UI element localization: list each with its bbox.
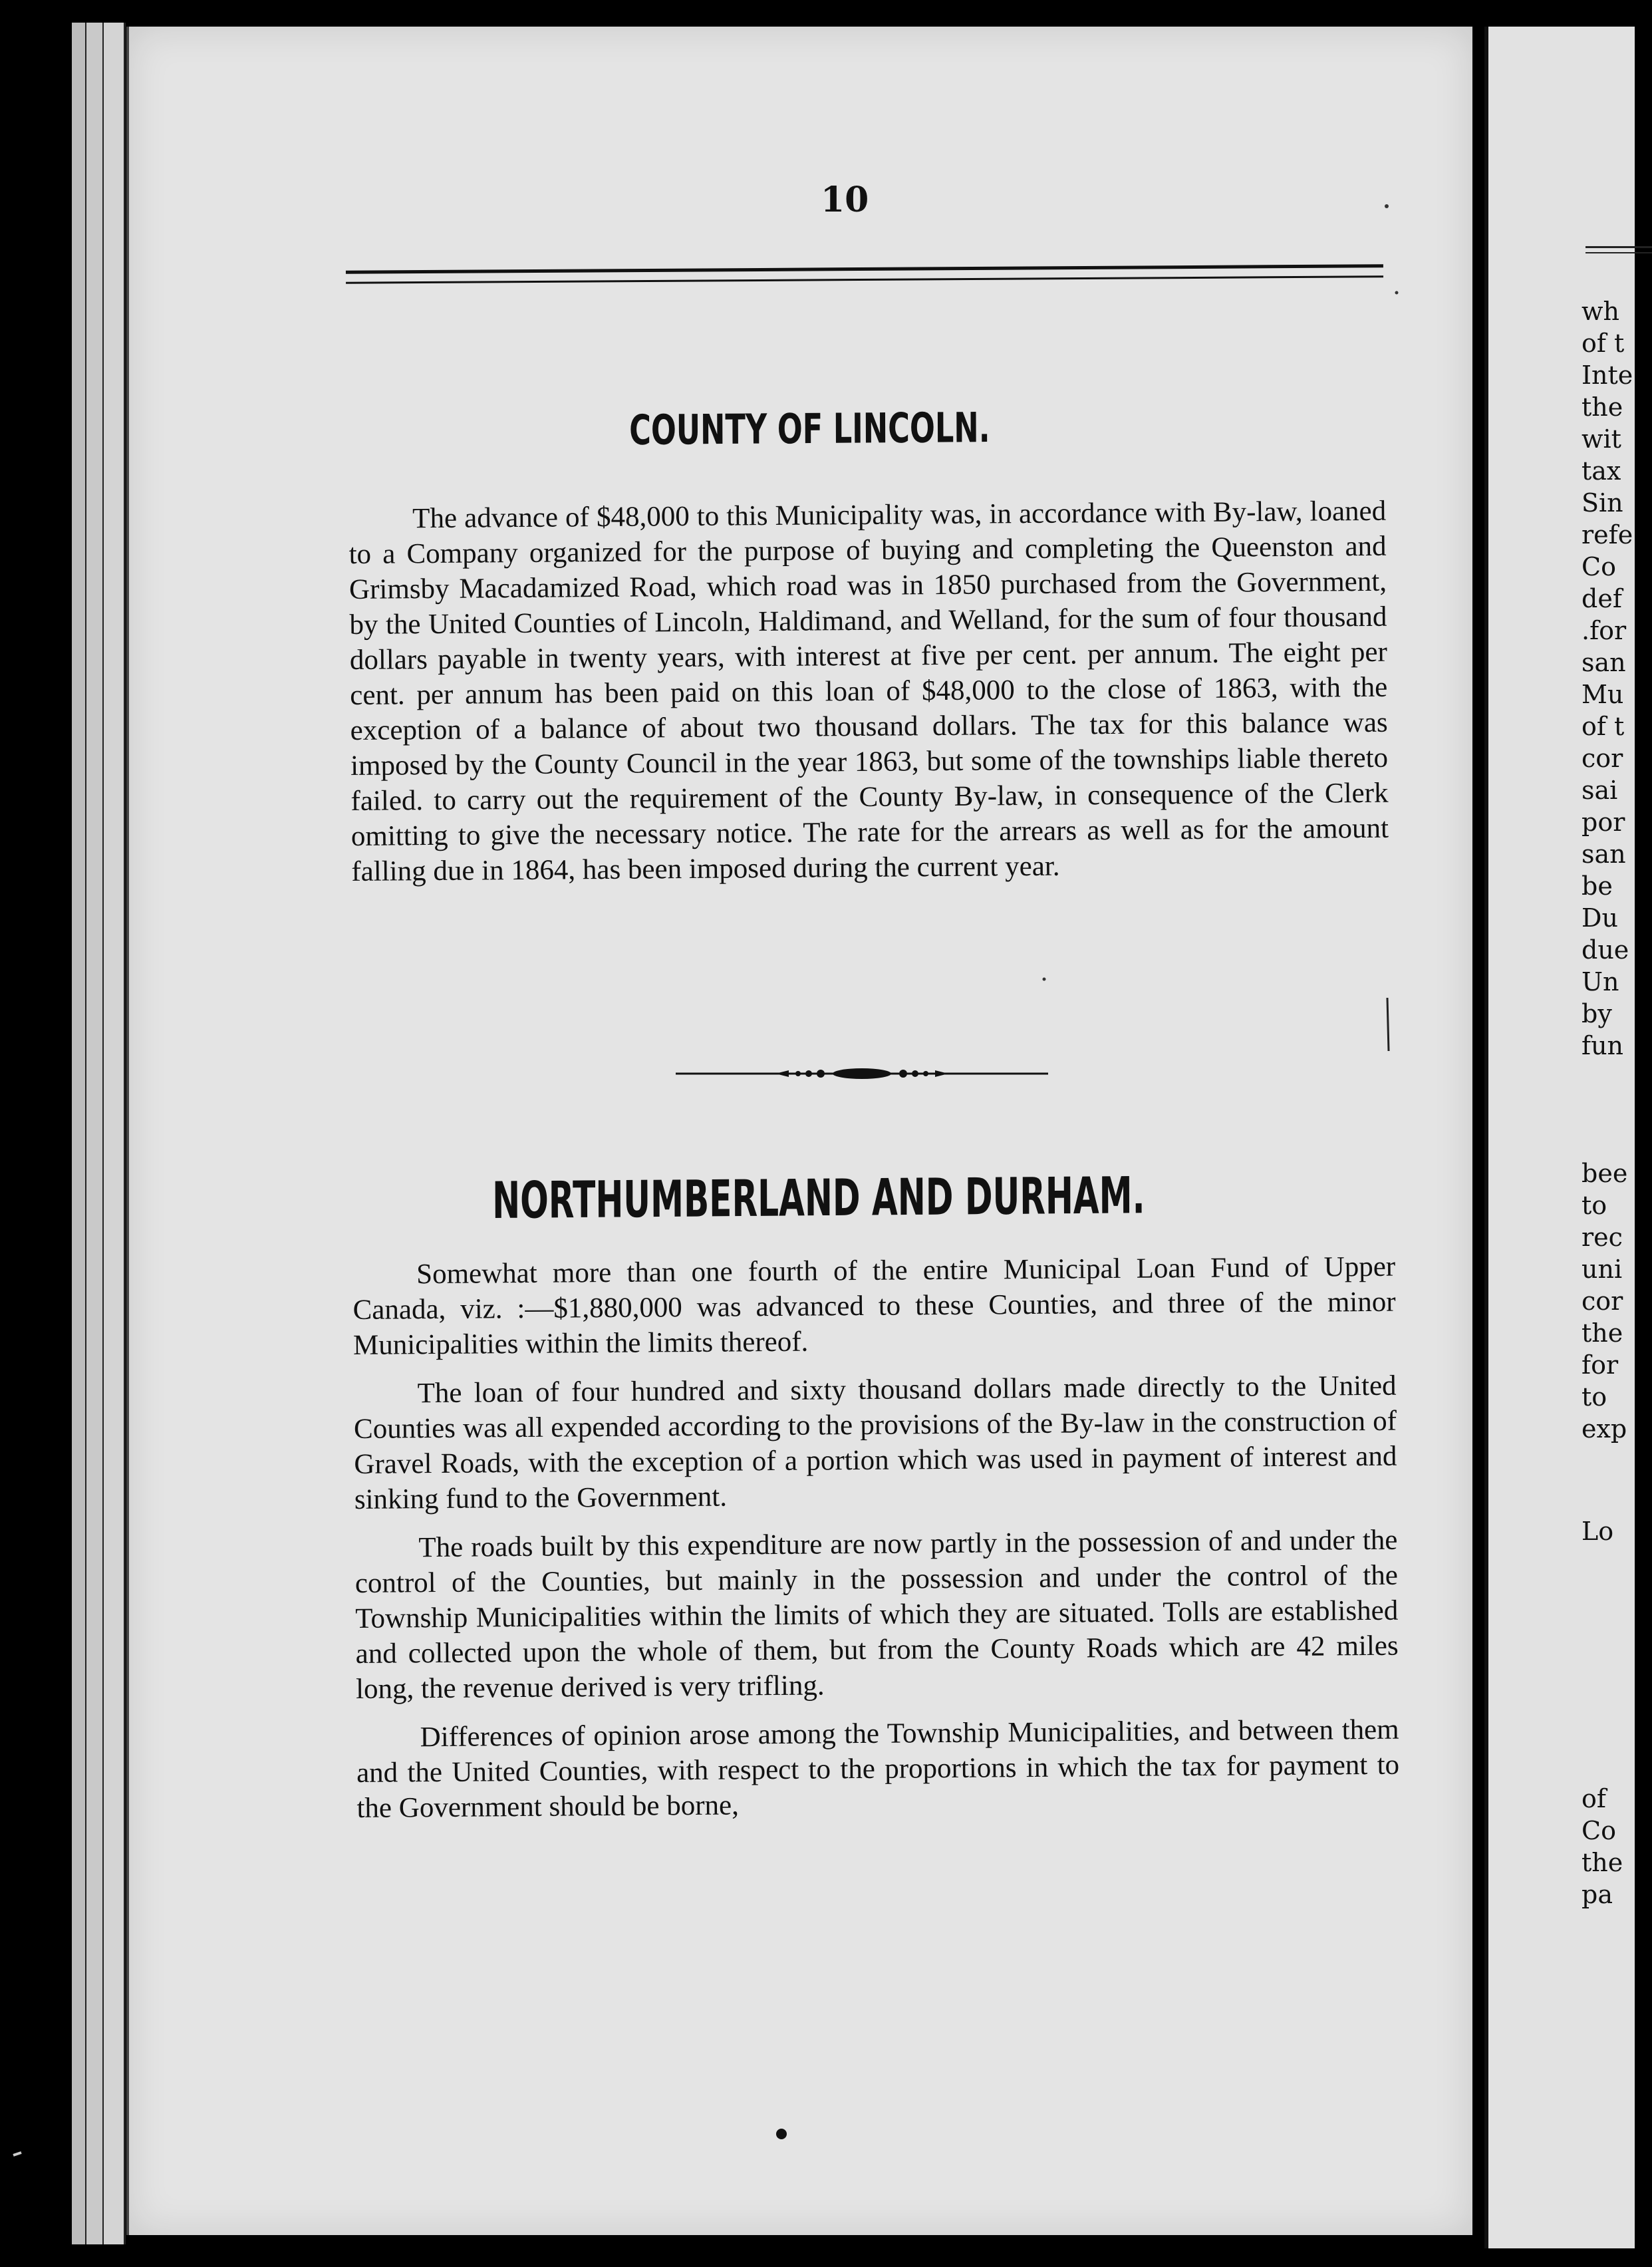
right-page-fragment	[1484, 27, 1635, 2248]
fragment-line: pa	[1582, 1880, 1613, 1909]
fragment-line: Du	[1582, 903, 1618, 933]
fragment-line: Co	[1582, 1816, 1616, 1845]
fragment-line: the	[1582, 1848, 1623, 1877]
page-number: 10	[821, 180, 869, 220]
fragment-line: uni	[1582, 1255, 1623, 1284]
fragment-line: the	[1582, 1318, 1623, 1348]
fragment-line: of	[1582, 1784, 1606, 1813]
right-page-group-3	[1488, 1515, 1613, 1547]
ornamental-divider	[676, 1060, 1048, 1087]
fragment-line: Mu	[1582, 680, 1624, 709]
fragment-line: rec	[1582, 1223, 1623, 1252]
fragment-line: exp	[1582, 1414, 1627, 1443]
fragment-line: refe	[1582, 520, 1633, 549]
book-page	[126, 27, 1472, 2235]
fragment-line: sai	[1582, 776, 1618, 805]
page-edge	[86, 23, 104, 2244]
fragment-line: by	[1582, 999, 1612, 1028]
section-title-lincoln: COUNTY OF LINCOLN.	[629, 403, 990, 454]
fragment-line: be	[1582, 871, 1613, 901]
fragment-line: of t	[1582, 712, 1625, 741]
fragment-line: wit	[1582, 424, 1621, 454]
page-edge	[104, 23, 126, 2244]
paragraph: The roads built by this expenditure are now partly in the possession of and under the control of the Counties, but mainly in the possession and under the control of the Township Municipalities within the limits of which they are situated. Tolls are established and collected upon the whole of them, but from the County Roads which are 42 miles long, the revenue derived is very trifling.	[354, 1524, 1399, 1705]
fragment-line: bee	[1582, 1159, 1628, 1188]
paragraph: The loan of four hundred and sixty thousand dollars made directly to the United Counties was all expended according to the provisions of the By-law in the construction of Gravel Roads, with the exception of a portion which was used in payment of interest and sinking fund to the Government.	[353, 1370, 1397, 1515]
fragment-line: due	[1582, 935, 1629, 965]
right-page-group-2	[1488, 1157, 1627, 1445]
fragment-line: Sin	[1582, 488, 1623, 518]
fragment-line: tax	[1582, 456, 1621, 486]
fragment-line: the	[1582, 392, 1623, 422]
fragment-line: Un	[1582, 967, 1619, 996]
fragment-line: Co	[1582, 552, 1616, 581]
fragment-line: por	[1582, 808, 1625, 837]
fragment-line: wh	[1582, 297, 1619, 326]
fragment-line: Inte	[1582, 361, 1633, 390]
section-body-northumberland	[352, 1249, 1400, 1826]
right-page-group-1	[1488, 295, 1633, 1062]
fragment-line: cor	[1582, 744, 1623, 773]
page-edge	[72, 23, 87, 2244]
right-page-group-4	[1488, 1783, 1623, 1910]
fragment-line: for	[1582, 1350, 1619, 1380]
fragment-line: cor	[1582, 1286, 1623, 1316]
fragment-line: to	[1582, 1191, 1607, 1220]
section-title-northumberland: NORTHUMBERLAND AND DURHAM.	[492, 1165, 1145, 1230]
paragraph: Differences of opinion arose among the Township Municipalities, and between them and the United Counties, with respect to the proportions in which the tax for payment to the Government should be borne,	[356, 1714, 1400, 1824]
fragment-line: to	[1582, 1382, 1607, 1412]
section-body-lincoln	[348, 494, 1389, 889]
fragment-line: san	[1582, 648, 1626, 677]
fragment-line: def	[1582, 584, 1622, 613]
fragment-line: .for	[1582, 616, 1627, 645]
right-page-rule	[1585, 246, 1652, 253]
paragraph: The advance of $48,000 to this Municipality was, in accordance with By-law, loaned to a Company organized for the purpose of buying and completing the Queenston and Grimsby Macadamized Road, which road was in 1850 purchased from the Government, by the United Counties of Lincoln, Haldimand, and Welland, for the sum of four thousand dollars payable in twenty years, with interest at five per cent. per annum. The eight per cent. per annum has been paid on this loan of $48,000 to the close of 1863, with the exception of a balance of about two thousand dollars. The tax for this balance was imposed by the County Council in the year 1863, but some of the townships liable thereto failed. to carry out the requirement of the County By-law, in consequence of the Clerk omitting to give the necessary notice. The rate for the arrears as well as for the amount falling due in 1864, has been imposed during the current year.	[348, 495, 1389, 887]
fragment-line: Lo	[1582, 1517, 1614, 1546]
fragment-line: san	[1582, 839, 1626, 869]
fragment-line: of t	[1582, 329, 1625, 358]
paragraph: Somewhat more than one fourth of the entire Municipal Loan Fund of Upper Canada, viz. :—$1,880,000 was advanced to these Counties, and three of the minor Municipalities within the limits thereof.	[352, 1251, 1396, 1361]
fragment-line: fun	[1582, 1031, 1624, 1060]
